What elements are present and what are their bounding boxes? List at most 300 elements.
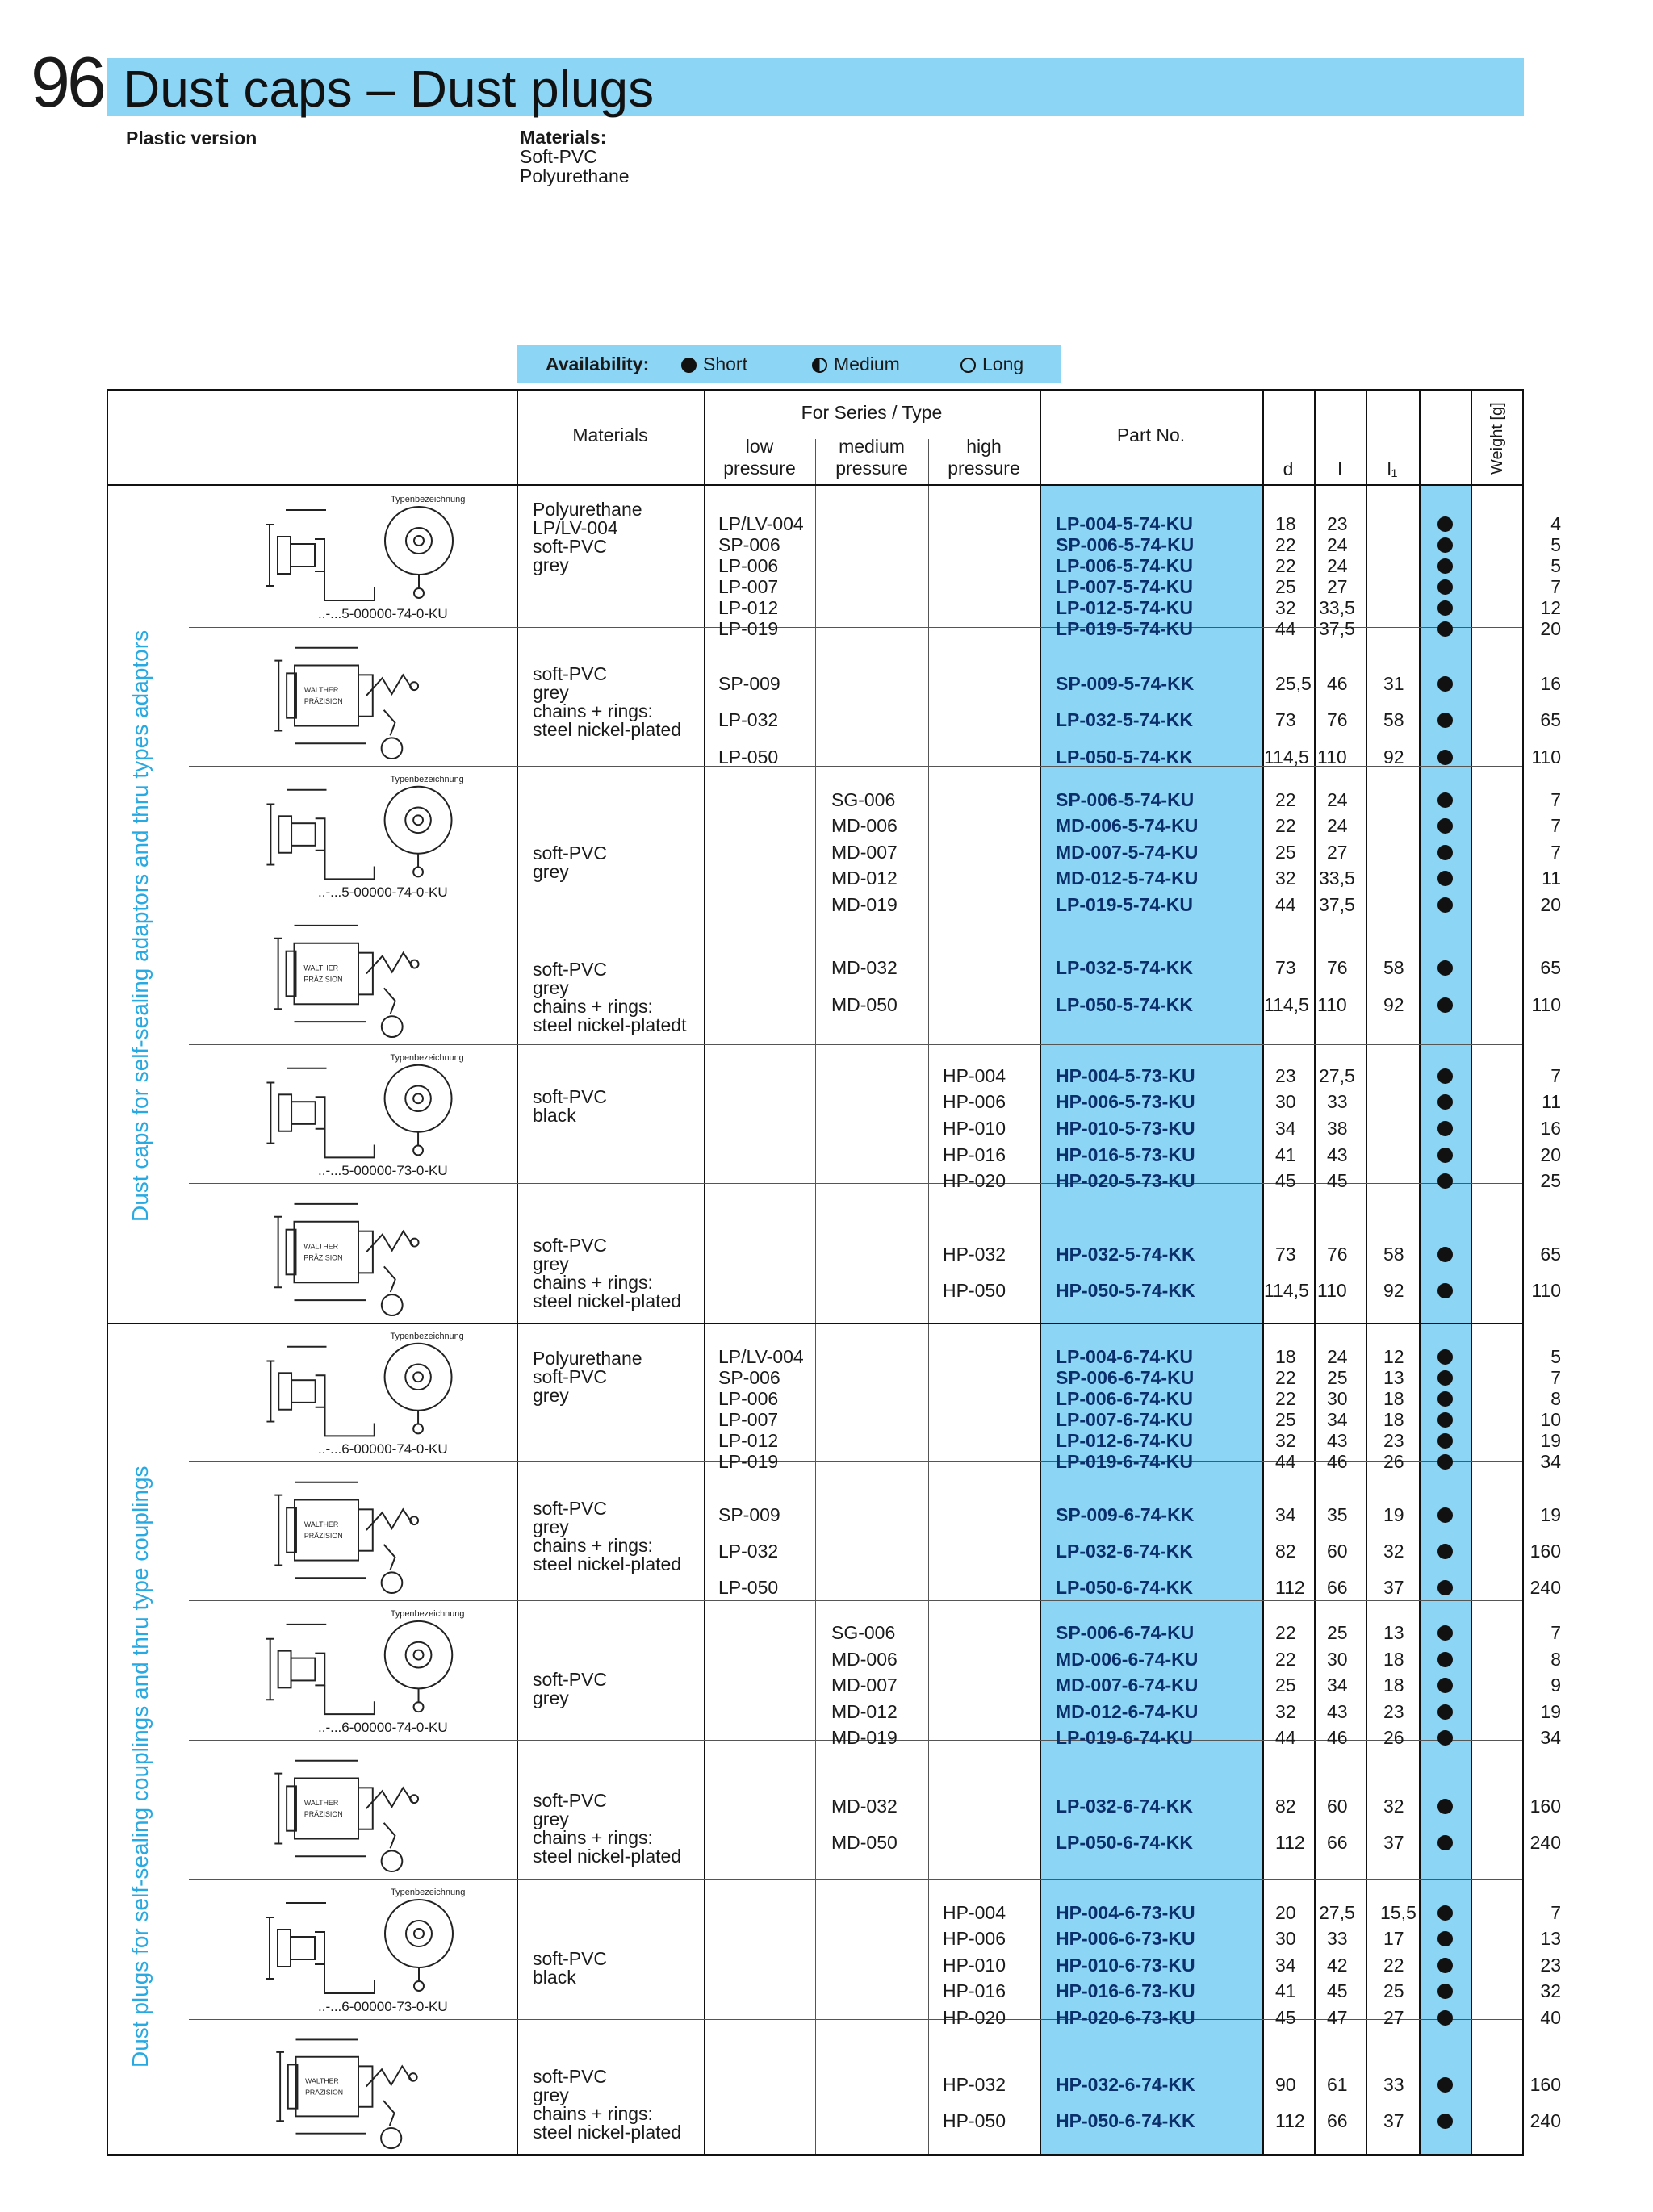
availability-short-icon [1437,1391,1453,1407]
dim-l: 37,5 [1319,894,1355,915]
material-text: grey [533,554,569,575]
dim-d: 45 [1275,1170,1296,1191]
availability-short-icon [1437,1068,1453,1084]
weight-value: 11 [1542,868,1561,889]
dim-l: 27 [1327,576,1348,597]
dim-l: 66 [1327,1577,1348,1598]
dim-l: 110 [1317,994,1347,1015]
technical-drawing [237,1746,479,1874]
series-medium: MD-019 [831,894,898,915]
dim-l1: 33 [1383,2074,1404,2095]
dim-l: 45 [1327,1170,1348,1191]
material-text: soft-PVC [533,1948,608,1969]
section-label-plugs: Dust plugs for self-sealing couplings and thru type couplings [128,1466,153,2068]
availability-short-icon [1437,1544,1453,1559]
dim-l: 24 [1327,1346,1348,1367]
series-medium: MD-032 [831,1796,898,1817]
dim-d: 41 [1275,1144,1296,1165]
weight-value: 16 [1540,1118,1561,1139]
row-separator [517,627,1522,628]
dim-l1: 58 [1383,1244,1404,1265]
availability-short-icon [1437,1984,1453,1999]
part-number: SP-009-6-74-KK [1056,1504,1195,1525]
weight-value: 8 [1550,1649,1561,1670]
svg-text:WALTHER: WALTHER [303,686,339,695]
row-separator [517,2019,1522,2020]
dim-l1: 27 [1383,2007,1404,2028]
part-number: LP-050-6-74-KK [1056,1577,1193,1598]
dim-l1: 17 [1383,1928,1404,1949]
weight-value: 5 [1550,1346,1561,1367]
weight-value: 16 [1540,673,1561,694]
material-text: chains + rings: [533,2103,653,2124]
drawing-label: ..-...5-00000-74-0-KU [318,606,448,621]
weight-value: 34 [1540,1727,1561,1748]
svg-text:Typenbezeichnung: Typenbezeichnung [391,495,466,504]
availability-short-icon [1437,1931,1453,1946]
series-high: HP-004 [943,1902,1006,1923]
svg-text:Typenbezeichnung: Typenbezeichnung [390,1052,464,1063]
dim-l1: 92 [1383,994,1404,1015]
dim-l: 76 [1327,1244,1348,1265]
technical-drawing [237,1468,479,1595]
header-high: high pressure [948,436,1020,479]
technical-drawing [237,633,479,761]
series-low: LP/LV-004 [718,1346,804,1367]
series-high: HP-020 [943,2007,1006,2028]
dim-l1: 58 [1383,957,1404,978]
dim-d: 22 [1275,789,1296,810]
dim-d: 114,5 [1264,1280,1309,1301]
availability-short-icon [1437,960,1453,976]
materials-line: Soft-PVC [520,146,597,167]
dim-d: 90 [1275,2074,1296,2095]
dim-l1: 15,5 [1380,1902,1417,1923]
availability-label: Availability: [546,353,650,374]
dim-d: 25 [1275,1675,1296,1696]
part-number: HP-032-5-74-KK [1056,1244,1195,1265]
technical-drawing [237,2026,479,2151]
series-low: LP-007 [718,1409,779,1430]
dim-l: 23 [1327,513,1348,534]
availability-short-icon [1437,600,1453,616]
weight-value: 65 [1540,709,1561,730]
header-weight: Weight [g] [1488,402,1506,475]
dim-l1: 92 [1383,746,1404,767]
dim-l1: 37 [1383,2110,1404,2131]
svg-text:Typenbezeichnung: Typenbezeichnung [391,1888,466,1897]
part-number: HP-006-6-73-KU [1056,1928,1195,1949]
material-text: black [533,1967,576,1988]
dim-l1: 26 [1383,1451,1404,1472]
material-text: chains + rings: [533,996,653,1017]
part-number: LP-006-6-74-KU [1056,1388,1193,1409]
availability-short-icon [1437,537,1453,553]
dim-l: 38 [1327,1118,1348,1139]
weight-value: 13 [1540,1928,1561,1949]
dim-l1: 25 [1383,1980,1404,2001]
drawing-separator [189,1461,517,1462]
series-high: HP-010 [943,1955,1006,1976]
weight-value: 20 [1540,1144,1561,1165]
dim-l: 27,5 [1319,1902,1355,1923]
series-medium: MD-006 [831,815,898,836]
availability-short-icon [1437,1652,1453,1667]
weight-value: 19 [1540,1430,1561,1451]
availability-short-icon [1437,792,1453,808]
availability-short-icon [1437,845,1453,860]
page-number: 96 [31,42,103,122]
dim-d: 22 [1275,534,1296,555]
part-number: MD-006-6-74-KU [1056,1649,1199,1670]
series-high: HP-004 [943,1065,1006,1086]
technical-drawing [237,772,479,900]
weight-value: 7 [1550,1065,1561,1086]
material-text: chains + rings: [533,1535,653,1556]
weight-value: 4 [1550,513,1561,534]
material-text: soft-PVC [533,663,608,684]
availability-short-icon [1437,997,1453,1013]
series-high: HP-032 [943,1244,1006,1265]
technical-drawing [237,492,479,621]
dim-d: 73 [1275,957,1296,978]
material-text: grey [533,1516,569,1537]
drawing-separator [189,1879,517,1880]
weight-value: 110 [1531,746,1561,767]
material-text: grey [533,1253,569,1274]
header-l1: l₁ [1387,458,1398,479]
series-low: LP-019 [718,618,779,639]
availability-short-icon [1437,1412,1453,1428]
availability-short-icon [1437,1148,1453,1163]
header-medium: medium pressure [835,436,908,479]
material-text: chains + rings: [533,1827,653,1848]
part-number: MD-012-6-74-KU [1056,1701,1199,1722]
weight-value: 7 [1550,815,1561,836]
material-text: soft-PVC [533,536,608,557]
drawing-separator [189,2019,517,2020]
part-number: MD-012-5-74-KU [1056,868,1199,889]
dim-l1: 18 [1383,1409,1404,1430]
series-low: LP-006 [718,555,779,576]
dim-l: 43 [1327,1144,1348,1165]
availability-short-icon [1437,1094,1453,1110]
part-number: HP-010-6-73-KU [1056,1955,1195,1976]
dim-d: 44 [1275,1727,1296,1748]
dim-d: 22 [1275,1649,1296,1670]
availability-short-icon [1437,1121,1453,1136]
dim-d: 112 [1275,2110,1305,2131]
row-separator [517,1461,1522,1462]
svg-text:PRÄZISION: PRÄZISION [303,696,343,705]
dim-l1: 31 [1383,673,1404,694]
dim-l: 24 [1327,815,1348,836]
weight-value: 65 [1540,1244,1561,1265]
drawing-label: ..-...6-00000-74-0-KU [318,1441,448,1457]
dim-l1: 23 [1383,1701,1404,1722]
dim-l1: 18 [1383,1388,1404,1409]
row-separator [517,1879,1522,1880]
availability-short-icon [1437,516,1453,532]
materials-block [520,128,630,186]
drawing-label: ..-...5-00000-73-0-KU [318,1163,448,1178]
part-number: HP-020-5-73-KU [1056,1170,1195,1191]
dim-l: 30 [1327,1649,1348,1670]
svg-text:Typenbezeichnung: Typenbezeichnung [390,1608,465,1619]
availability-short-icon [1437,897,1453,913]
series-high: HP-006 [943,1928,1006,1949]
availability-short-icon [1437,1349,1453,1365]
dim-d: 20 [1275,1902,1296,1923]
availability-short-icon [1437,676,1453,692]
availability-short-icon [1437,1730,1453,1746]
dim-l: 24 [1327,789,1348,810]
dim-d: 114,5 [1264,994,1309,1015]
part-number: MD-007-6-74-KU [1056,1675,1199,1696]
availability-short-icon [1437,2010,1453,2026]
dim-l1: 12 [1383,1346,1404,1367]
header-for-series: For Series / Type [801,402,943,423]
drawing-separator [189,1183,517,1184]
material-text: Polyurethane [533,499,642,520]
dim-l: 46 [1327,673,1348,694]
material-text: LP/LV-004 [533,517,618,538]
series-medium: MD-012 [831,1701,898,1722]
part-number: LP-032-5-74-KK [1056,957,1193,978]
dim-l: 60 [1327,1541,1348,1562]
dim-d: 44 [1275,618,1296,639]
dim-d: 25 [1275,576,1296,597]
weight-value: 110 [1531,994,1561,1015]
technical-drawing [237,1329,479,1457]
row-separator [517,766,1522,767]
svg-text:Typenbezeichnung: Typenbezeichnung [390,774,464,784]
row-separator [517,1740,1522,1741]
part-number: LP-012-6-74-KU [1056,1430,1193,1451]
part-number: LP-050-5-74-KK [1056,746,1193,767]
weight-value: 9 [1550,1675,1561,1696]
weight-value: 12 [1540,597,1561,618]
availability-short-icon [1437,750,1453,765]
subtitle: Plastic version [126,128,257,148]
dim-l: 61 [1327,2074,1348,2095]
availability-short-icon [1437,1905,1453,1921]
weight-value: 5 [1550,534,1561,555]
technical-drawing [237,911,479,1039]
material-text: steel nickel-plated [533,1290,682,1311]
series-low: LP-006 [718,1388,779,1409]
material-text: Polyurethane [533,1348,642,1369]
dim-d: 22 [1275,1622,1296,1643]
availability-short-icon [1437,1454,1453,1470]
dim-l: 37,5 [1319,618,1355,639]
dim-d: 22 [1275,555,1296,576]
series-high: HP-032 [943,2074,1006,2095]
dim-d: 73 [1275,1244,1296,1265]
weight-value: 40 [1540,2007,1561,2028]
header-materials: Materials [572,424,648,445]
availability-column-highlight [1421,486,1471,2154]
dim-l1: 19 [1383,1504,1404,1525]
material-text: grey [533,861,569,882]
dim-d: 112 [1275,1832,1305,1853]
series-high: HP-050 [943,2110,1006,2131]
part-number: SP-009-5-74-KK [1056,673,1195,694]
dim-d: 18 [1275,513,1296,534]
weight-value: 19 [1540,1701,1561,1722]
dim-d: 25 [1275,842,1296,863]
part-number: SP-006-5-74-KU [1056,789,1195,810]
drawing-separator [189,1740,517,1741]
series-low: LP-007 [718,576,779,597]
weight-value: 240 [1530,1832,1561,1853]
weight-value: 110 [1531,1280,1561,1301]
part-number: HP-004-6-73-KU [1056,1902,1195,1923]
part-number: SP-006-5-74-KU [1056,534,1195,555]
weight-value: 32 [1540,1980,1561,2001]
dim-l: 45 [1327,1980,1348,2001]
svg-text:PRÄZISION: PRÄZISION [303,975,343,984]
series-medium: MD-050 [831,994,898,1015]
availability-short-icon [1437,1507,1453,1523]
header-d: d [1283,458,1294,479]
series-high: HP-006 [943,1091,1006,1112]
availability-short-icon [1437,1799,1453,1814]
availability-short-icon [1437,2077,1453,2093]
svg-text:WALTHER: WALTHER [303,964,339,972]
svg-text:WALTHER: WALTHER [303,1520,339,1529]
material-text: grey [533,977,569,998]
dim-l1: 37 [1383,1577,1404,1598]
legend-long [960,353,1023,375]
legend-short [681,353,747,375]
material-text: soft-PVC [533,1790,608,1811]
row-separator [517,1183,1522,1184]
part-number: LP-012-5-74-KU [1056,597,1193,618]
material-text: steel nickel-plated [533,1553,682,1574]
series-high: HP-050 [943,1280,1006,1301]
part-number: SP-006-6-74-KU [1056,1622,1195,1643]
legend-medium [812,353,900,375]
dim-l: 46 [1327,1451,1348,1472]
svg-text:PRÄZISION: PRÄZISION [305,2088,344,2097]
material-text: soft-PVC [533,1235,608,1256]
series-low: LP-019 [718,1451,779,1472]
legend-long-text: Long [982,353,1024,374]
series-low: SP-009 [718,1504,780,1525]
weight-value: 7 [1550,576,1561,597]
availability-legend [517,345,1061,383]
dim-l1: 23 [1383,1430,1404,1451]
part-number: LP-019-6-74-KU [1056,1727,1193,1748]
section-label-caps: Dust caps for self-sealing adaptors and thru types adaptors [128,629,153,1222]
dim-d: 34 [1275,1504,1296,1525]
dim-l1: 37 [1383,1832,1404,1853]
part-number: HP-004-5-73-KU [1056,1065,1195,1086]
dim-d: 30 [1275,1928,1296,1949]
part-number: HP-020-6-73-KU [1056,2007,1195,2028]
availability-short-icon [1437,1958,1453,1973]
materials-line: Polyurethane [520,165,630,186]
weight-value: 160 [1530,2074,1561,2095]
half-circle-icon [812,358,827,373]
part-number: HP-050-5-74-KK [1056,1280,1195,1301]
svg-text:WALTHER: WALTHER [303,1242,339,1251]
series-low: SP-006 [718,1367,780,1388]
availability-short-icon [1437,558,1453,574]
availability-short-icon [1437,621,1453,637]
material-text: grey [533,682,569,703]
material-text: steel nickel-plated [533,2122,682,2143]
part-number: LP-019-5-74-KU [1056,894,1193,915]
part-number: LP-050-5-74-KK [1056,994,1193,1015]
series-medium: MD-019 [831,1727,898,1748]
dim-d: 18 [1275,1346,1296,1367]
material-text: grey [533,2084,569,2105]
dim-l: 110 [1317,746,1347,767]
series-medium: MD-007 [831,1675,898,1696]
dim-d: 112 [1275,1577,1305,1598]
legend-medium-text: Medium [834,353,900,374]
dim-d: 32 [1275,1701,1296,1722]
dim-l: 66 [1327,1832,1348,1853]
weight-value: 160 [1530,1796,1561,1817]
drawing-separator [189,1044,517,1045]
availability-short-icon [1437,818,1453,834]
drawing-label: ..-...6-00000-73-0-KU [318,1999,448,2014]
part-number: LP-050-6-74-KK [1056,1832,1193,1853]
materials-heading: Materials: [520,127,607,148]
dim-d: 44 [1275,1451,1296,1472]
part-number: LP-004-6-74-KU [1056,1346,1193,1367]
dim-d: 45 [1275,2007,1296,2028]
drawing-label: ..-...5-00000-74-0-KU [318,884,448,900]
part-number: MD-007-5-74-KU [1056,842,1199,863]
dim-l: 66 [1327,2110,1348,2131]
series-low: LP-032 [718,709,779,730]
dim-l: 27 [1327,842,1348,863]
dim-d: 23 [1275,1065,1296,1086]
dim-l: 35 [1327,1504,1348,1525]
dim-d: 32 [1275,597,1296,618]
part-number: HP-016-6-73-KU [1056,1980,1195,2001]
dim-l1: 58 [1383,709,1404,730]
part-number: SP-006-6-74-KU [1056,1367,1195,1388]
availability-short-icon [1437,1678,1453,1693]
availability-short-icon [1437,1625,1453,1641]
title-bar [107,58,1524,116]
svg-text:WALTHER: WALTHER [305,2076,339,2085]
part-number: LP-019-5-74-KU [1056,618,1193,639]
dim-l: 110 [1317,1280,1347,1301]
svg-text:PRÄZISION: PRÄZISION [303,1809,343,1818]
material-text: soft-PVC [533,1498,608,1519]
weight-value: 65 [1540,957,1561,978]
weight-value: 160 [1530,1541,1561,1562]
material-text: soft-PVC [533,1669,608,1690]
part-number: LP-006-5-74-KU [1056,555,1193,576]
part-number: LP-007-5-74-KU [1056,576,1193,597]
dim-d: 41 [1275,1980,1296,2001]
drawing-separator [189,766,517,767]
dim-d: 82 [1275,1796,1296,1817]
series-medium: MD-012 [831,868,898,889]
material-text: chains + rings: [533,1272,653,1293]
dim-d: 44 [1275,894,1296,915]
dim-l: 33 [1327,1091,1348,1112]
header-part-no: Part No. [1116,424,1186,445]
weight-value: 8 [1550,1388,1561,1409]
